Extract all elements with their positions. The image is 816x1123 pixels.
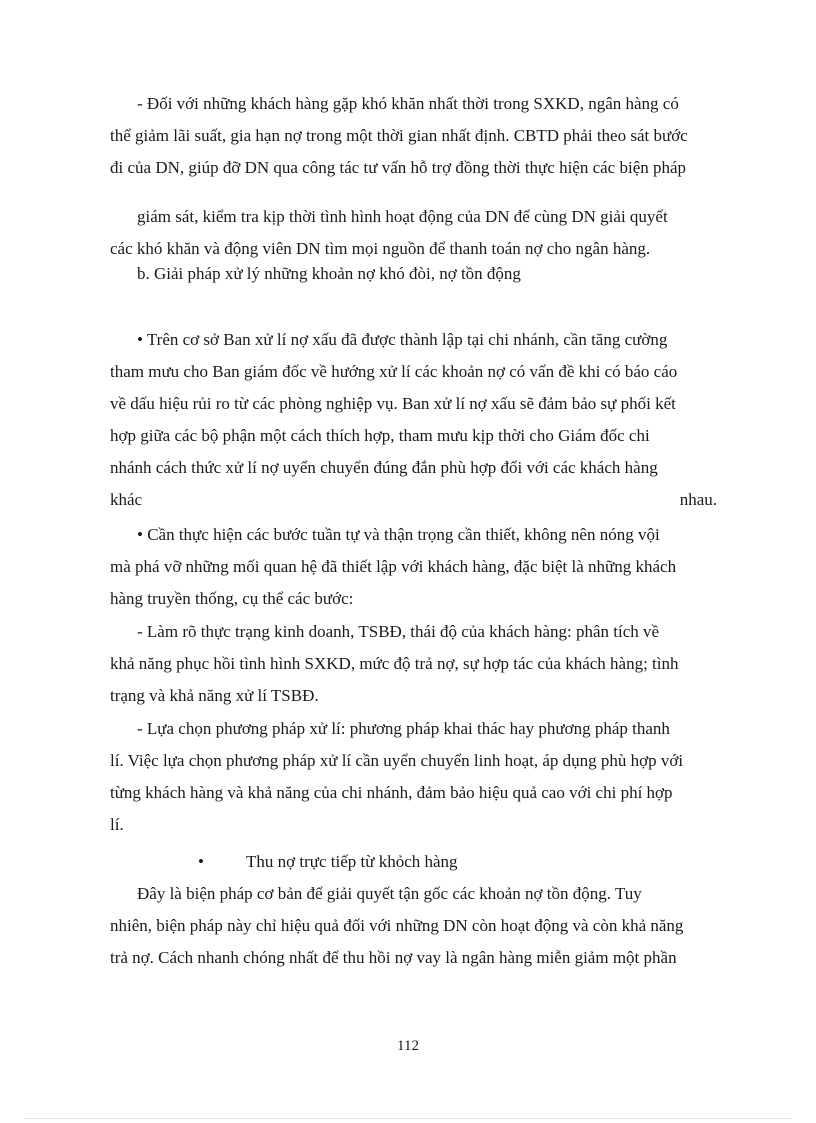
bullet-item-direct-collection — [198, 846, 458, 878]
page-number: 112 — [397, 1038, 419, 1054]
text-line: trạng và khả năng xử lí TSBĐ. — [110, 686, 319, 705]
bullet-text: Thu nợ trực tiếp từ khỏch hàng — [246, 852, 458, 871]
text-line: nhiên, biện pháp này chỉ hiệu quả đối với những DN còn hoạt động và còn khả năng — [110, 916, 684, 935]
paragraph-sequential-steps — [110, 519, 717, 615]
text-line: trả nợ. Cách nhanh chóng nhất để thu hồi nợ vay là ngân hàng miễn giảm một phần — [110, 948, 677, 967]
text-line: hàng truyền thống, cụ thể các bước: — [110, 589, 354, 608]
section-heading-b — [137, 258, 717, 290]
paragraph-supervision — [110, 201, 717, 265]
paragraph-basic-measure — [110, 878, 717, 974]
text-line: lí. — [110, 815, 124, 834]
text-line: lí. Việc lựa chọn phương pháp xử lí cần uyển chuyển linh hoạt, áp dụng phù hợp với — [110, 751, 684, 770]
text-word: nhau. — [679, 490, 717, 509]
section-heading-text: b. Giải pháp xử lý những khoản nợ khó đòi, nợ tồn động — [137, 264, 521, 283]
text-line: mà phá vỡ những mối quan hệ đã thiết lập với khách hàng, đặc biệt là những khách — [110, 557, 677, 576]
text-line: giám sát, kiểm tra kịp thời tình hình hoạt động của DN để cùng DN giải quyết — [137, 207, 668, 226]
text-line: tham mưu cho Ban giám đốc về hướng xử lí các khoản nợ có vấn đề khi có báo cáo — [110, 362, 678, 381]
text-line: từng khách hàng và khả năng của chi nhánh, đảm bảo hiệu quả cao với chi phí hợp — [110, 783, 673, 802]
text-line: các khó khăn và động viên DN tìm mọi nguồn để thanh toán nợ cho ngân hàng. — [110, 239, 651, 258]
text-line: thể giảm lãi suất, gia hạn nợ trong một thời gian nhất định. CBTD phải theo sát bước — [110, 126, 688, 145]
text-line: về dấu hiệu rủi ro từ các phòng nghiệp vụ. Ban xử lí nợ xấu sẽ đảm bảo sự phối kết — [110, 394, 676, 413]
text-line: đi của DN, giúp đỡ DN qua công tác tư vấn hỗ trợ đồng thời thực hiện các biện pháp — [110, 158, 687, 177]
text-line: hợp giữa các bộ phận một cách thích hợp, tham mưu kịp thời cho Giám đốc chi — [110, 426, 650, 445]
text-line: - Lựa chọn phương pháp xử lí: phương pháp khai thác hay phương pháp thanh — [137, 719, 670, 738]
text-word: khác — [110, 490, 143, 509]
paragraph-choose-method — [110, 713, 717, 841]
paragraph-difficult-customers — [110, 88, 717, 184]
paragraph-clarify-status — [110, 616, 717, 712]
text-line — [110, 484, 717, 516]
text-line: - Làm rõ thực trạng kinh doanh, TSBĐ, thái độ của khách hàng: phân tích về — [137, 622, 660, 641]
text-line: - Đối với những khách hàng gặp khó khăn nhất thời trong SXKD, ngân hàng có — [137, 94, 679, 113]
text-line: Đây là biện pháp cơ bản để giải quyết tận gốc các khoản nợ tồn động. Tuy — [137, 884, 642, 903]
text-line: • Cần thực hiện các bước tuần tự và thận trọng cần thiết, không nên nóng vội — [137, 525, 660, 544]
text-line: khả năng phục hồi tình hình SXKD, mức độ trả nợ, sự hợp tác của khách hàng; tình — [110, 654, 679, 673]
paragraph-bad-debt-board — [110, 324, 717, 516]
text-line: • Trên cơ sở Ban xử lí nợ xấu đã được thành lập tại chi nhánh, cần tăng cường — [137, 330, 668, 349]
text-line: nhánh cách thức xử lí nợ uyển chuyển đúng đắn phù hợp đối với các khách hàng — [110, 458, 658, 477]
footer-divider — [25, 1118, 791, 1119]
bullet-icon: • — [198, 852, 204, 871]
